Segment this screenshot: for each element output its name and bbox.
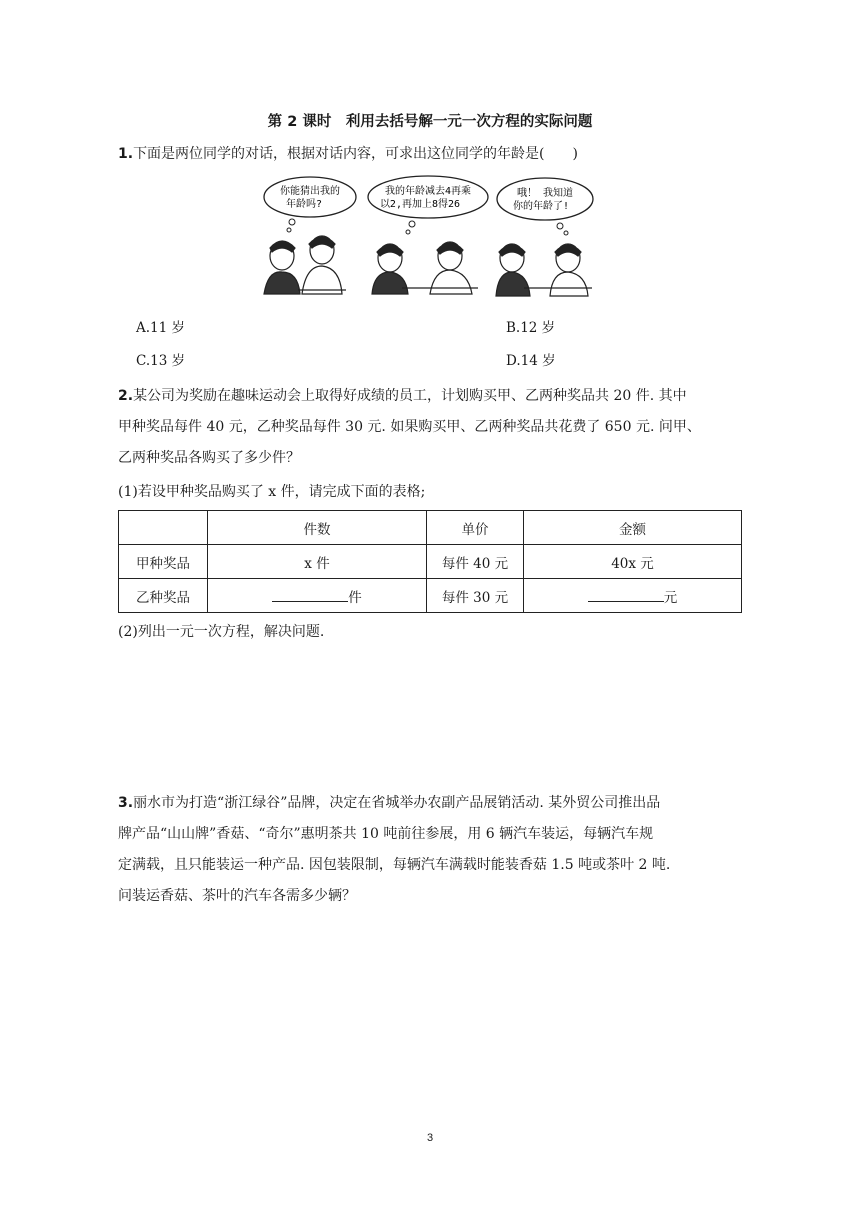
option-c: C.13 岁 [136, 353, 186, 369]
question-2-number: 2. [118, 388, 134, 404]
dialogue-cartoon [262, 172, 602, 302]
table-header-cell: 金额 [524, 511, 742, 545]
table-row [119, 579, 742, 613]
students-figure-3 [496, 244, 592, 296]
question-2-line-2: 甲种奖品每件 40 元，乙种奖品每件 30 元. 如果购买甲、乙两种奖品共花费了 650 元. 问甲、 [118, 419, 701, 435]
students-figure-2 [372, 242, 478, 294]
question-1 [118, 144, 578, 164]
question-2-line-1: 某公司为奖励在趣味运动会上取得好成绩的员工，计划购买甲、乙两种奖品共 20 件. 其中 [133, 388, 687, 404]
question-3 [118, 788, 750, 912]
answer-blank[interactable] [588, 587, 664, 602]
answer-blank[interactable] [272, 587, 348, 602]
speech-bubble-2 [368, 176, 488, 234]
question-2 [118, 381, 750, 474]
question-1-number: 1. [118, 146, 134, 162]
unit-label: 元 [663, 589, 678, 606]
option-b: B.12 岁 [506, 320, 556, 336]
table-header-cell: 件数 [208, 511, 427, 545]
table-cell: 每件 30 元 [427, 579, 524, 613]
table-cell: x 件 [208, 545, 427, 579]
question-2-part-1: (1)若设甲种奖品购买了 x 件，请完成下面的表格; [118, 484, 426, 500]
table-cell: 乙种奖品 [119, 579, 208, 613]
question-1-text: 下面是两位同学的对话，根据对话内容，可求出这位同学的年龄是( ) [133, 146, 578, 162]
question-2-part-2: (2)列出一元一次方程，解决问题. [118, 624, 325, 640]
students-figure-1 [264, 236, 346, 294]
bubble-2-line-2: 以2,再加上8得26 [379, 199, 461, 210]
question-3-line-3: 定满载，且只能装运一种产品. 因包装限制，每辆汽车满载时能装香菇 1.5 吨或茶叶 2 吨. [118, 857, 671, 873]
table-row [119, 545, 742, 579]
page-number: 3 [426, 1132, 434, 1144]
bubble-3-line-2: 你的年龄了! [512, 201, 570, 212]
table-cell-blank-count [208, 579, 427, 613]
question-3-line-2: 牌产品“山山牌”香菇、“奇尔”惠明茶共 10 吨前往参展，用 6 辆汽车装运，每辆汽车规 [118, 826, 654, 842]
speech-bubble-1 [264, 177, 356, 232]
bubble-3-line-1: 哦！ 我知道 [516, 188, 574, 199]
option-d: D.14 岁 [506, 353, 556, 369]
table-cell: 40x 元 [524, 545, 742, 579]
table-cell: 每件 40 元 [427, 545, 524, 579]
page-title: 第 2 课时 利用去括号解一元一次方程的实际问题 [267, 114, 593, 130]
unit-label: 件 [348, 589, 362, 606]
question-3-line-4: 问装运香菇、茶叶的汽车各需多少辆？ [118, 888, 356, 904]
bubble-1-line-2: 年龄吗? [285, 199, 323, 210]
question-3-line-1: 丽水市为打造“浙江绿谷”品牌，决定在省城举办农副产品展销活动. 某外贸公司推出品 [133, 795, 661, 811]
question-2-line-3: 乙两种奖品各购买了多少件？ [118, 450, 300, 466]
question-3-number: 3. [118, 795, 134, 811]
speech-bubble-3 [497, 178, 593, 235]
table-header-cell [119, 511, 208, 545]
table-header-cell: 单价 [427, 511, 524, 545]
table-cell-blank-amount [524, 579, 742, 613]
table-header-row [119, 511, 742, 545]
table-cell: 甲种奖品 [119, 545, 208, 579]
bubble-2-line-1: 我的年龄减去4再乘 [384, 186, 472, 197]
prize-table [118, 510, 742, 613]
option-a: A.11 岁 [136, 320, 186, 336]
bubble-1-line-1: 你能猜出我的 [280, 186, 340, 197]
